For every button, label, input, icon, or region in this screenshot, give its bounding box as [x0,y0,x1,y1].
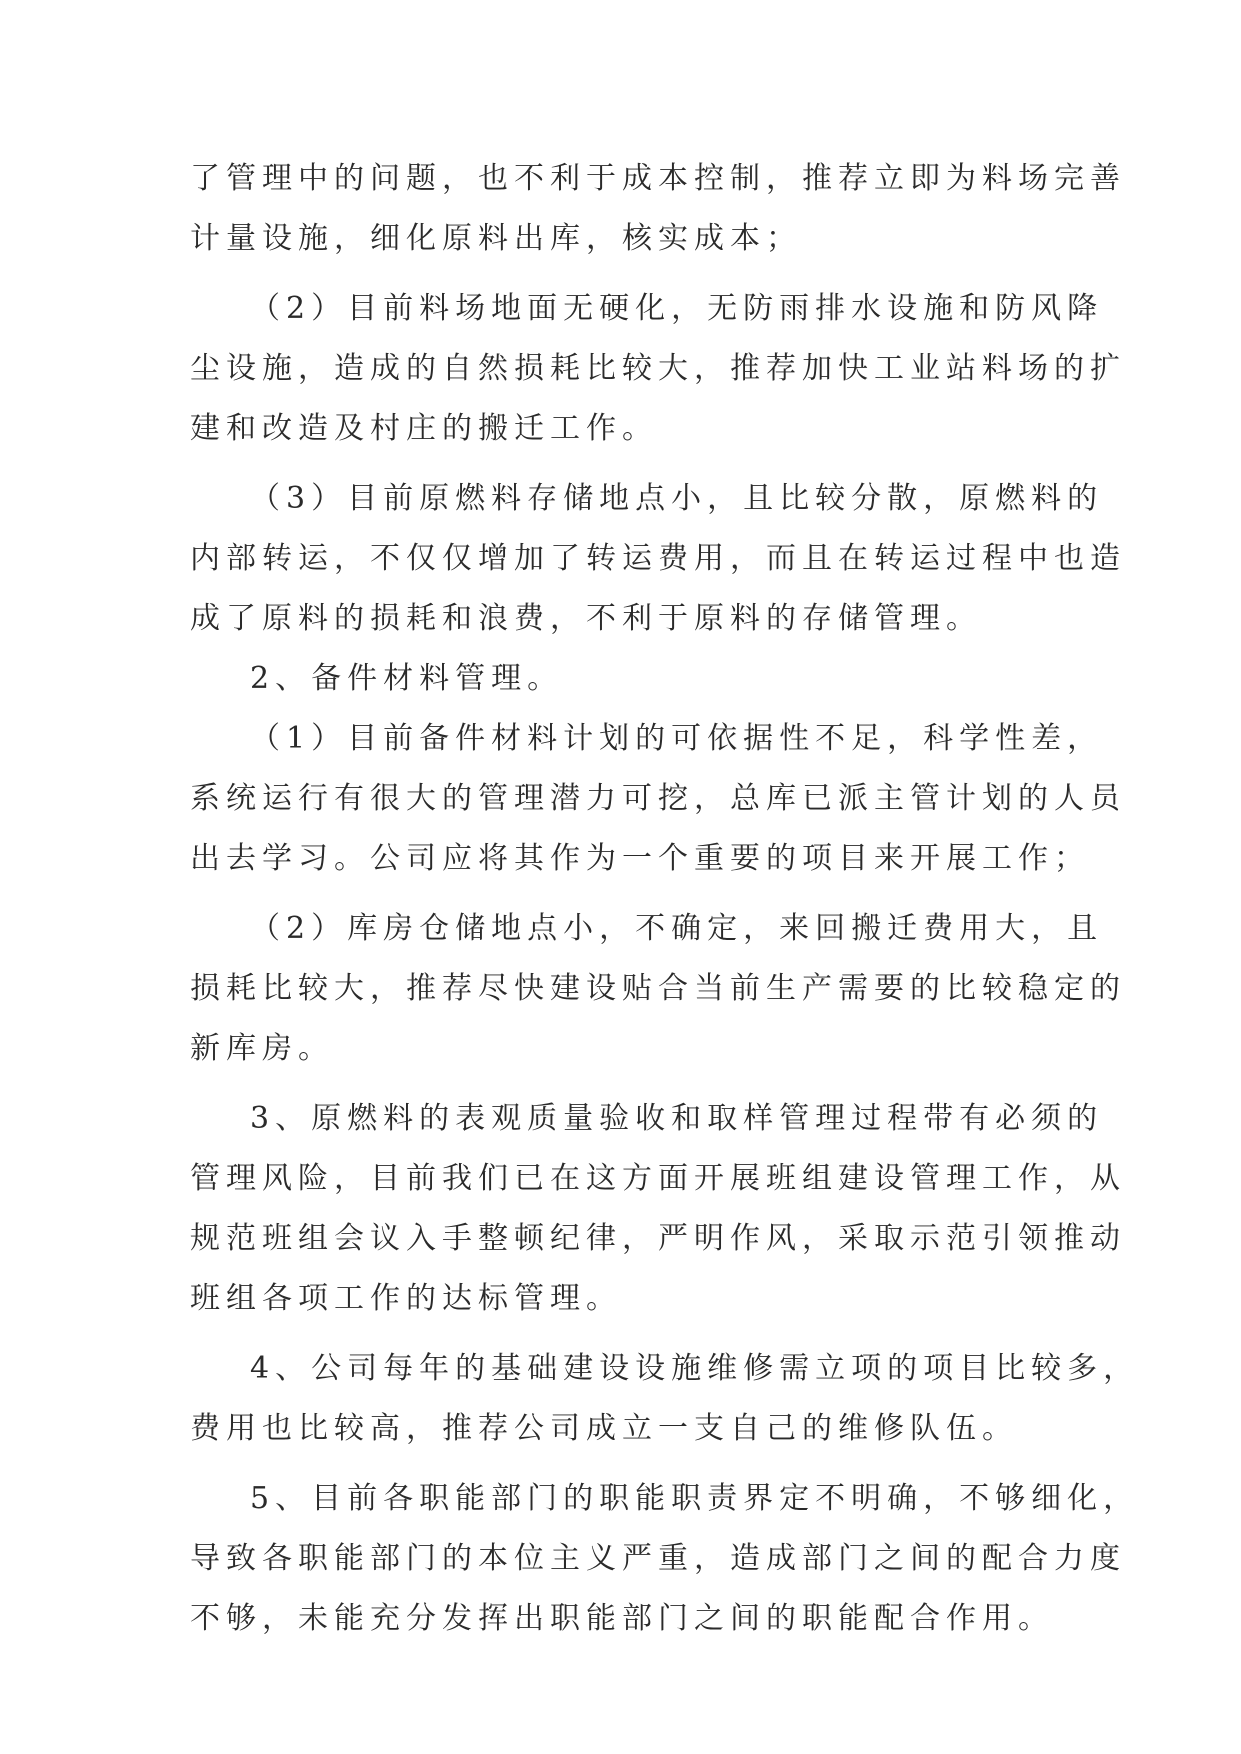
text-line: 5、目前各职能部门的职能职责界定不明确，不够细化， [250,1481,1140,1516]
text-line: 计量设施，细化原料出库，核实成本； [190,221,802,256]
text-line: 成了原料的损耗和浪费，不利于原料的存储管理。 [190,601,982,636]
text-line: 管理风险，目前我们已在这方面开展班组建设管理工作，从 [190,1161,1126,1196]
text-line: 损耗比较大，推荐尽快建设贴合当前生产需要的比较稳定的 [190,971,1126,1006]
text-line: 出去学习。公司应将其作为一个重要的项目来开展工作； [190,841,1090,876]
text-line: 不够，未能充分发挥出职能部门之间的职能配合作用。 [190,1601,1054,1636]
text-line: 4、公司每年的基础建设设施维修需立项的项目比较多， [250,1351,1140,1386]
text-line: 系统运行有很大的管理潜力可挖，总库已派主管计划的人员 [190,781,1126,816]
text-line: （3）目前原燃料存储地点小，且比较分散，原燃料的 [250,481,1104,516]
paragraph [190,288,1126,468]
paragraph [190,1478,1140,1658]
paragraph [190,478,1126,658]
section-heading [190,658,1070,718]
text-line: 内部转运，不仅仅增加了转运费用，而且在转运过程中也造 [190,541,1126,576]
text-line: 新库房。 [190,1031,334,1066]
text-line: 2、备件材料管理。 [250,661,564,696]
text-line: 班组各项工作的达标管理。 [190,1281,622,1316]
text-line: （2）库房仓储地点小，不确定，来回搬迁费用大，且 [250,911,1104,946]
paragraph [190,158,1126,278]
text-line: 尘设施，造成的自然损耗比较大，推荐加快工业站料场的扩 [190,351,1126,386]
document-body [190,158,1140,1658]
paragraph [190,908,1126,1088]
text-line: （1）目前备件材料计划的可依据性不足，科学性差， [250,721,1104,756]
paragraph [190,1098,1126,1338]
text-line: 导致各职能部门的本位主义严重，造成部门之间的配合力度 [190,1541,1126,1576]
text-line: 建和改造及村庄的搬迁工作。 [190,411,658,446]
text-line: 3、原燃料的表观质量验收和取样管理过程带有必须的 [250,1101,1104,1136]
paragraph [190,718,1126,898]
text-line: 费用也比较高，推荐公司成立一支自己的维修队伍。 [190,1411,1018,1446]
text-line: （2）目前料场地面无硬化，无防雨排水设施和防风降 [250,291,1104,326]
text-line: 了管理中的问题，也不利于成本控制，推荐立即为料场完善 [190,161,1126,196]
paragraph [190,1348,1140,1468]
text-line: 规范班组会议入手整顿纪律，严明作风，采取示范引领推动 [190,1221,1126,1256]
